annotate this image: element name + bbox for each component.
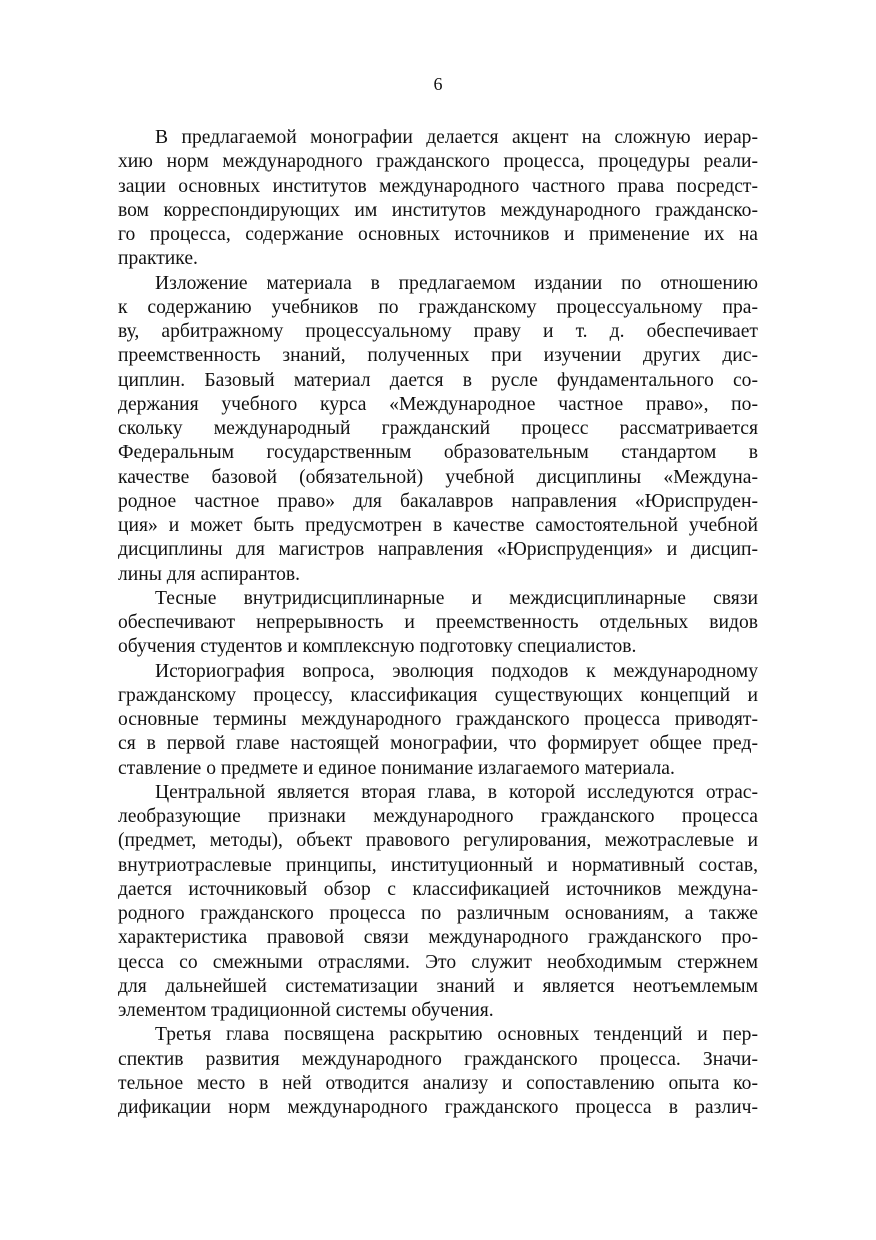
paragraph: [118, 1023, 758, 1120]
text-line: преемственность знаний, полученных при изучении других дис-: [118, 345, 758, 367]
text-line: родное частное право» для бакалавров направления «Юриспруден-: [118, 490, 758, 512]
text-line: гражданскому процессу, классификация существующих концепций и: [118, 684, 758, 706]
text-line: зации основных институтов международного частного права посредст-: [118, 175, 758, 197]
text-line: Тесные внутридисциплинарные и междисциплинарные связи: [155, 587, 758, 609]
text-line: ставление о предмете и единое понимание излагаемого материала.: [118, 757, 675, 779]
text-line: го процесса, содержание основных источников и применение их на: [118, 224, 758, 245]
text-line: обучения студентов и комплексную подготовку специалистов.: [118, 636, 637, 658]
text-line: практике.: [118, 248, 198, 270]
text-line: цесса со смежными отраслями. Это служит необходимым стержнем: [118, 951, 758, 973]
text-line: для дальнейшей систематизации знаний и является неотъемлемым: [118, 975, 758, 997]
text-line: (предмет, методы), объект правового регулирования, межотраслевые и: [118, 830, 758, 852]
text-line: ция» и может быть предусмотрен в качестве самостоятельной учебной: [118, 515, 758, 536]
text-line: Изложение материала в предлагаемом издании по отношению: [155, 272, 758, 294]
text-line: спектив развития международного гражданского процесса. Значи-: [118, 1048, 758, 1070]
text-line: ся в первой главе настоящей монографии, что формирует общее пред-: [118, 733, 758, 755]
text-line: лины для аспирантов.: [118, 563, 301, 585]
text-line: ву, арбитражному процессуальному праву и т. д. обеспечивает: [118, 321, 758, 342]
text-line: качестве базовой (обязательной) учебной дисциплины «Междуна-: [118, 466, 758, 488]
text-line: леобразующие признаки международного гражданского процесса: [118, 806, 758, 827]
paragraph: [118, 272, 758, 587]
text-line: циплин. Базовый материал дается в русле фундаментального со-: [118, 369, 758, 391]
text-line: элементом традиционной системы обучения.: [118, 1000, 494, 1021]
text-line: основные термины международного гражданского процесса приводят-: [118, 709, 758, 730]
text-line: дается источниковый обзор с классификацией источников междуна-: [118, 878, 758, 900]
text-line: Центральной является вторая глава, в которой исследуются отрас-: [155, 781, 758, 803]
text-line: родного гражданского процесса по различным основаниям, а также: [118, 903, 758, 924]
text-line: В предлагаемой монографии делается акцент на сложную иерар-: [155, 127, 758, 148]
text-line: хию норм международного гражданского процесса, процедуры реали-: [118, 151, 758, 173]
text-line: держания учебного курса «Международное частное право», по-: [118, 393, 758, 415]
text-line: к содержанию учебников по гражданскому процессуальному пра-: [118, 296, 758, 318]
page-number: 6: [433, 74, 443, 94]
text-line: дификации норм международного гражданского процесса в различ-: [118, 1097, 758, 1118]
paragraph: [118, 660, 758, 781]
text-line: дисциплины для магистров направления «Юриспруденция» и дисцип-: [118, 539, 758, 561]
text-line: Федеральным государственным образовательным стандартом в: [118, 442, 758, 464]
text-line: вом корреспондирующих им институтов международного гражданско-: [118, 199, 758, 221]
paragraph: [118, 126, 758, 272]
paragraph: [118, 781, 758, 1024]
text-line: тельное место в ней отводится анализу и сопоставлению опыта ко-: [118, 1072, 758, 1094]
text-line: обеспечивают непрерывность и преемственность отдельных видов: [118, 612, 758, 633]
paragraph: [118, 587, 758, 660]
document-body: [118, 126, 758, 1120]
text-line: внутриотраслевые принципы, институционный и нормативный состав,: [118, 854, 758, 876]
text-line: Третья глава посвящена раскрытию основных тенденций и пер-: [155, 1024, 758, 1046]
text-line: Историография вопроса, эволюция подходов к международному: [155, 660, 758, 682]
text-line: скольку международный гражданский процесс рассматривается: [118, 418, 758, 439]
text-line: характеристика правовой связи международного гражданского про-: [118, 927, 758, 949]
